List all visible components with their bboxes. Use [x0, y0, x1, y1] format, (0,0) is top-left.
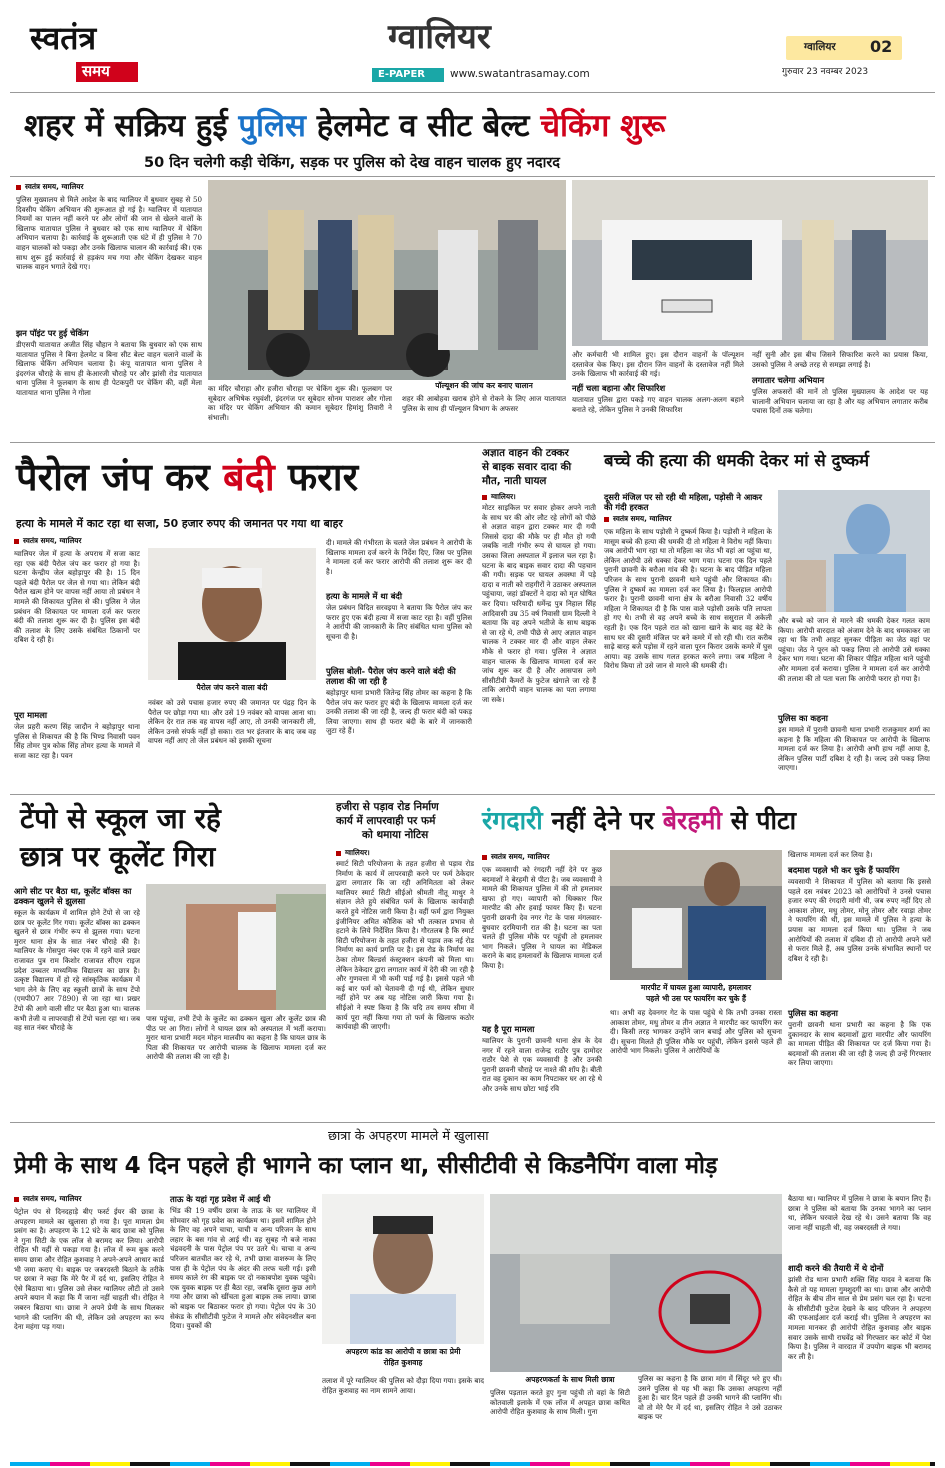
subhead-2: पुलिस बोली- पैरोल जंप करने वाले बंदी की तलाश की जा रही है: [326, 666, 456, 686]
subhead: पुलिस का कहना: [778, 713, 828, 723]
body-text: नवंबर को उसे पचास हजार रुपए की जमानत पर पंद्रह दिन के पैरोल पर छोड़ा गया था। और उसे 19 नवंबर को वापस आना था। लेकिन देर रात तक वह वापस नहीं आए, तो उनकी जानकारी ली, लेकिन उनसे संपर्क नहीं हो सका। रात भर इंतजार के बाद जब वह वापस नहीं आए तो जेल प्रबंधन को इसकी सूचना: [148, 698, 316, 746]
epaper-bar: [372, 68, 612, 82]
section-rule-3: [10, 1122, 935, 1123]
headline-part-3: बेरहमी: [662, 806, 722, 835]
body-text: पुलिस पड़ताल करते हुए गुना पहुंची तो वहां के सिटी कोतवाली इलाके में एक लॉज में अपहृत छात्रा कथित आरोपी रोहित कुशवाह के साथ मिली। गुना: [490, 1388, 630, 1417]
cctv-caption: अपहरणकर्ता के साथ मिली छात्रा: [490, 1374, 650, 1385]
column-3: [326, 538, 472, 788]
byline: स्वतंत्र समय, ग्वालियर: [482, 852, 602, 862]
subhead: आगे सीट पर बैठा था, कूलेंट बॉक्स का ढक्कन खुलने से झुलसा: [14, 886, 132, 906]
logo-bottom: समय: [82, 62, 110, 80]
column-3: [322, 1376, 484, 1460]
body-text: दी। मामले की गंभीरता के चलते जेल प्रबंधन ने आरोपी के खिलाफ मामला दर्ज करने के निर्देश दिए, जिस पर पुलिस ने मामला दर्ज कर फरार आरोपी की तलाश शुरू कर दी है।: [326, 538, 472, 576]
photo-caption-line-1: अपहरण कांड का आरोपी व छात्रा का प्रेमी: [322, 1346, 484, 1357]
body-text: एक महिला के साथ पड़ोसी ने दुष्कर्म किया है। पड़ोसी ने महिला के मासूम बच्चे की हत्या की धमकी दी तो महिला ने विरोध नहीं किया। जब आरोपी भाग रहा था तो महिला का जेठ भी वहां आ पहुंचा था, लेकिन आरोपी उसे धक्का देकर भाग गया। घटना एक दिन पहले पुरानी छावनी के बरौआ गांव की है। घटना के बाद पीड़ित महिला परिजन के साथ पुरानी छावनी थाने पहुंची और शिकायत की। पुलिस ने दुष्कर्म का मामला दर्ज कर लिया है। फिलहाल आरोपी फरार है। पुरानी छावनी थाना क्षेत्र के बरौआ निवासी 32 वर्षीय महिला ने शिकायत दी है कि पास वाले पड़ोसी उसके पति लापता हो गए थे। तभी से वह अपने बच्चे के साथ ससुराल में अकेली रहती है। एक दिन पहले रात को खाना खाने के बाद वह बेटे के साथ घर की दूसरी मंजिल पर बने कमरे में सो रही थी। रात करीब साढ़े बारह बजे पड़ोस में रहने वाला पूरन किरार उसके कमरे में घुस आया। वह उसके साथ गलत हरकत करने लगा। जब महिला ने विरोध किया तो उसे जान से मारने की धमकी दी।: [604, 527, 772, 671]
masthead-rule: [10, 92, 935, 93]
column-5: [638, 1374, 782, 1460]
photo-caption-line-1: मारपीट में घायल हुआ व्यापारी, हमलावर: [610, 982, 782, 993]
photo-injured-trader: [610, 850, 782, 980]
photo-caption-line-2: रोहित कुशवाह: [322, 1357, 484, 1368]
headline: [24, 110, 665, 143]
headline-line-2: से बाइक सवार दादा की: [482, 461, 572, 473]
deck: दूसरी मंजिल पर सो रही थी महिला, पड़ोसी ने आकर की गंदी हरकत: [604, 492, 763, 512]
logo: [26, 18, 166, 82]
body-text: पेट्रोल पंप से दिनदहाड़े बीए फर्स्ट ईयर की छात्रा के अपहरण मामले का खुलासा हो गया है। पूरा मामला प्रेम प्रसंग का है। अपहरण के 12 घंटे के बाद छात्रा को पुलिस ने गुना सिटी के एक लॉज से बरामद कर लिया। आरोपी रोहित भी यहीं से पकड़ा गया है। लॉज में रूम बुक करने समय छात्रा और रोहित कुशवाह ने अपने-अपने आधार कार्ड भी जमा कराए थे। बाइक पर जबरदस्ती बिठाने के तरीके पर छात्रा ने कहा कि मेरे पैर में दर्द था, इसलिए रोहित ने ऐसे बिठाया था। पुलिस उसे लेकर ग्वालियर लौटी तो उसने अपने बयान में कहा कि मैं जाना नहीं चाहती थी। रोहित ने जबरन बिठाया था। छात्रा ने अपने प्रेमी के साथ मिलकर भागने की प्लानिंग की थी, लेकिन उसे अपहरण का रूप देना महंगा पड़ गया।: [14, 1207, 164, 1332]
column-2: [146, 1014, 326, 1116]
body-text: ग्वालियर जेल में हत्या के अपराध में सजा काट रहा एक बंदी पैरोल जंप कर फरार हो गया है। घटना केन्द्रीय जेल बहोड़ापुर की है। 15 दिन पहले बंदी पैरोल पर जेल से गया था। लेकिन बंदी पैरोल खत्म होने पर वापस नहीं आया तो प्रबंधन ने मामले की शिकायत पुलिस से की। पुलिस ने जेल प्रबंधन की शिकायत पर मामला दर्ज कर फरार बंदी की तलाश शुरू कर दी है। पुलिस इस बंदी की तलाश के लिए उसके संबंधित ठिकानों पर दबिश दे रही है।: [14, 549, 140, 645]
edition-city: ग्वालियर: [804, 41, 836, 53]
city-title: ग्वालियर: [388, 17, 491, 57]
deck-rule: [10, 176, 935, 177]
photo-police-checking-bike: [208, 180, 566, 380]
photo-caption-line-2: पहले भी उस पर फायरिंग कर चुके हैं: [610, 993, 782, 1004]
headline-part-3: फरार: [274, 455, 359, 499]
body-text-2: झांसी रोड थाना प्रभारी शक्ति सिंह यादव ने बताया कि कैसे तो यह मामला गुमशुदगी का था। छात्रा और आरोपी रोहित के बीच तीन साल से प्रेम प्रसंग चल रहा है। घटना के सीसीटीवी फुटेज देखने के बाद परिजन ने अपहरण की एफआईआर दर्ज कराई थी। पुलिस ने अपहरण का मामला मानकर ही आरोपी रोहित कुशवाह और बाइक सवार उसके साथी राघवेंद्र को गिरफ्तार कर कोर्ट में पेश किया है। पुलिस ने वारदात में उपयोग बाइक भी बरामद कर ली है।: [788, 1275, 931, 1361]
story-helmet-checking: [10, 96, 935, 440]
photo-car-checking: [572, 180, 928, 346]
subhead: ताऊ के यहां गृह प्रवेश में आई थी: [170, 1194, 271, 1204]
byline: ग्वालियर।: [336, 848, 474, 858]
byline: ग्वालियर।: [482, 492, 596, 502]
headline-line-1: हजीरा से पड़ाव रोड निर्माण: [336, 801, 439, 813]
column-1: [14, 1194, 164, 1460]
subhead: नहीं चला बहाना और सिफारिश: [572, 383, 666, 393]
page-number: 02: [870, 37, 893, 56]
headline-line-3: मौत, नाती घायल: [482, 475, 547, 487]
body-text-2: यातायात पुलिस द्वारा पकड़े गए वाहन चालक अलग-अलग बहाने बनाते रहे, लेकिन पुलिस ने उनकी सिफारिश: [572, 395, 744, 414]
headline-line-1: टेंपो से स्कूल जा रहे: [20, 802, 221, 835]
column-2: [208, 384, 392, 436]
body-text: का मंदिर चौराहा और हजीरा चौराहा पर चेकिंग शुरू की। फूलबाग पर सूबेदार अभिषेक रघुवंशी, इंदरगंज पर सूबेदार सोनम पाराशर और गोला का मंदिर पर चेकिंग अभियान की कमान सूबेदार हिमांशु तिवारी ने संभाली।: [208, 384, 392, 422]
section-rule-1: [10, 442, 935, 443]
kicker: छात्रा के अपहरण मामले में खुलासा: [328, 1129, 489, 1144]
story-kidnapping-twist: [10, 1124, 935, 1462]
deck: 50 दिन चलेगी कड़ी चेकिंग, सड़क पर पुलिस को देख वाहन चालक हुए नदारद: [144, 155, 560, 171]
photo-trader-image: [610, 850, 782, 980]
body-text-3: बहोड़ापुर थाना प्रभारी जितेन्द्र सिंह तोमर का कहना है कि पैरोल जंप कर फरार हुए बंदी के खिलाफ मामला दर्ज कर उनकी तलाश की जा रही है, जल्द ही फरार बंदी को पकड़ लिया जाएगा। साथ ही फरार बंदी के बारे में जानकारी जुटा रहे हैं।: [326, 688, 472, 736]
byline: स्वतंत्र समय, ग्वालियर: [14, 1194, 164, 1204]
body-text: स्कूल के कार्यक्रम में शामिल होने टेंपो से जा रहे छात्र पर कूलेंट गिर गया। कूलेंट बॉक्स का ढक्कन खुलने से छात्र गंभीर रूप से झुलस गया। घटना मुरार थाना क्षेत्र के सात नंबर चौराहे की है। ग्वालियर के गोसपुरा नंबर एक में रहने वाले प्रखर राजावत पुत्र राम किशोर राजावत सीएम राइज प्रदेश उच्चतर माध्यमिक विद्यालय का छात्र है। उत्कृष्ट विद्यालय में हो रहे सांस्कृतिक कार्यक्रम में भाग लेने के लिए वह स्कूली छात्रों के साथ टेंपो (एमपी07 आर 7890) से जा रहा था। प्रखर टेंपो की आगे वाली सीट पर बैठा हुआ था। चालक कभी तेजी व लापरवाही से टेंपो चला रहा था। जब वह सात नंबर चौराहे के: [14, 908, 140, 1033]
story-parole-jump: [10, 446, 476, 792]
body-text: पास पहुंचा, तभी टेंपो के कूलेंट का ढक्कन खुला और कूलेंट छात्र की पीठ पर आ गिरा। लोगों ने घायल छात्र को अस्पताल में भर्ती कराया। मुरार थाना प्रभारी मदन मोहन मालवीय का कहना है कि घायल छात्र के पिता की शिकायत पर आरोपी चालक के खिलाफ मामला दर्ज कर आरोपी की तलाश की जा रही है।: [146, 1014, 326, 1062]
epaper-label: E-PAPER: [378, 69, 425, 80]
headline-part-2: पुलिस: [238, 108, 307, 144]
body-text-2: व्यवसायी ने शिकायत में पुलिस को बताया कि इससे पहले दस नवंबर 2023 को आरोपियों ने उनसे पचास हजार रुपए की रंगदारी मांगी थी, जब रुपए नहीं दिए तो आकाश तोमर, मधु तोमर, मोनू तोमर और रवाड़ा तोमर ने फायरिंग की थी, इस मामले में पुलिस ने हत्या के प्रयास का मामला दर्ज किया था। पुलिस ने जब आरोपियों की तलाश में दबिश दी तो आरोपी अपने घरों से फरार मिले हैं, अब पुलिस उनके संभावित स्थानों पर दबिश दे रही है।: [788, 877, 931, 963]
photo-victim-image: [778, 490, 930, 612]
body-text: स्मार्ट सिटी परियोजना के तहत हजीरा से पड़ाव रोड निर्माण के कार्य में लापरवाही करने पर फर्म ठेकेदार द्वारा लगातार कि जा रही अनिमितता को लेकर ग्वालियर स्मार्ट सिटी सीईओ श्रीमती नीतू माथुर ने संज्ञान लेते हुये संबंधित फर्म के खिलाफ कार्यवाही करते हुये नोटिस जारी किया है। वहीं फर्म द्वारा नियुक्त इंजीनियर अमित कौशिक को भी तत्काल प्रभाव से हटाने के लिये निर्देशित किया है। गौरतलब है कि स्मार्ट सिटी परियोजना के तहत हजीरा से पड़ाव तक नई रोड निर्माण का कार्य प्रगति पर है। इस रोड के निर्माण का ठेका तोमर बिल्डर्स कंस्ट्रक्शन कंपनी को मिला था। लेकिन ठेकेदार द्वारा लगातार कार्य में देरी की जा रही है और गुणवत्ता में भी कमी पाई गई है। इससे पहले भी कई बार फर्म को चेतावनी दी गई थी, लेकिन सुधार नहीं होने पर अब यह नोटिस जारी किया गया है। सीईओ ने स्पष्ट किया है कि यदि तय समय सीमा में कार्य पूरा नहीं किया गया तो फर्म के खिलाफ कठोर कार्यवाही की जाएगी।: [336, 859, 474, 1032]
headline-part-4: चेकिंग शुरू: [540, 108, 666, 144]
logo-top: स्वतंत्र: [30, 19, 97, 57]
column-2: [778, 616, 930, 788]
photo-car-image: [572, 180, 928, 346]
body-text: भिंड की 19 वर्षीय छात्रा के ताऊ के घर ग्वालियर में सोमवार को गृह प्रवेश का कार्यक्रम था। इसमें शामिल होने के लिए वह अपने चाचा, चाची व अन्य परिजन के साथ लहार के बस गांव से आई थी। वह सुबह नौ बजे नाका चंद्रवदनी के पास पेट्रोल पंप पर उतरे थे। चाचा व अन्य परिजन बातचीत कर रहे थे, तभी छात्रा वाशरूम के लिए पास ही के पेट्रोल पंप के अंदर की तरफ चली गई। इसी समय काले रंग की बाइक पर दो नकाबपोश युवक पहुंचे। एक युवक बाइक पर ही बैठा रहा, जबकि दूसरा कुछ आगे गया और छात्रा को खींचता हुआ बाइक तक लाया। छात्रा को बाइक पर बिठाकर फरार हो गया। पेट्रोल पंप के 30 सेकंड के सीसीटीवी फुटेज ने मामले और संवेदनशील बना दिया। युवकों की: [170, 1206, 316, 1331]
column-4: [490, 1388, 630, 1460]
story-extortion-beating: [478, 798, 935, 1120]
photo-prisoner: [148, 548, 316, 680]
headline-part-1: पैरोल जंप कर: [16, 455, 223, 499]
story-road-accident: [478, 446, 598, 788]
photo-victim-blurred: [778, 490, 930, 612]
column-1: [604, 492, 772, 788]
body-text-2: पुलिस अफसरों की मानें तो पुलिस मुख्यालय के आदेश पर यह चालानी अभियान चलाया जा रहा है और यह अभियान लगातार करीब पचास दिनों तक चलेगा।: [752, 387, 928, 416]
headline-part-2: नहीं देने पर: [542, 806, 663, 835]
subhead: लगातार चलेगा अभियान: [752, 375, 825, 385]
page-tag: [786, 36, 902, 60]
column-2: [610, 1008, 782, 1118]
column-3: [788, 850, 931, 1118]
photo-accused-image: [322, 1194, 484, 1344]
headline-part-4: से पीटा: [721, 806, 797, 835]
registration-strip: [10, 1462, 935, 1466]
photo-caption: पैरोल जंप करने वाला बंदी: [148, 682, 316, 693]
headline: बच्चे की हत्या की धमकी देकर मां से दुष्कर्म: [604, 450, 870, 470]
headline-part-1: शहर में सक्रिय हुई: [24, 108, 239, 144]
column-1: [14, 536, 140, 788]
headline: [482, 808, 796, 834]
photo-police-bike-image: [208, 180, 566, 380]
column-3: [402, 394, 566, 436]
subhead: शादी करने की तैयारी में थे दोनों: [788, 1263, 884, 1273]
deck: हत्या के मामले में काट रहा था सजा, 50 हजार रुपए की जमानत पर गया था बाहर: [16, 517, 343, 530]
body-text: पुलिस का कहना है कि छात्रा मांग में सिंदूर भरे हुए थी। उसने पुलिस से यह भी कहा कि उसका अपहरण नहीं हुआ है। चार दिन पहले ही उनकी भागने की प्लानिंग थी। वो तो मेरे पैर में दर्द था, इसलिए रोहित ने उसे उठाकर बाइक पर: [638, 1374, 782, 1422]
subhead-2: पुलिस का कहना: [788, 1008, 838, 1018]
story-assault-threat: [600, 446, 935, 792]
body-text: और बच्चे को जान से मारने की धमकी देकर गलत काम किया। आरोपी वारदात को अंजाम देने के बाद धमकाकर जा रहा था कि तभी आहट सुनकर पीड़िता का जेठ वहां पर पहुंचा। जेठ ने पूरन को पकड़ लिया तो आरोपी उसे धक्का देकर भाग गया। घटना की शिकार पीड़ित महिला थाने पहुंची और मामला दर्ज कराया। पुलिस ने मामला दर्ज कर आरोपी की तलाश की तो पता चला कि आरोपी फरार हो गया है।: [778, 616, 930, 683]
photo-student-image: [146, 884, 326, 1010]
subhead: पूरा मामला: [14, 710, 47, 720]
headline-line-2: कार्य में लापरवाही पर फर्म: [336, 815, 436, 827]
column-1: [482, 852, 602, 1118]
body-text-2: जेल प्रहरी करण सिंह जादौन ने बहोड़ापुर थाना पुलिस से शिकायत की है कि भिण्ड निवासी पवन सिंह तोमर पुत्र कोक सिंह तोमर हत्या के मामले में सजा काट रहा है। पवन: [14, 722, 140, 760]
story-road-notice: [334, 798, 476, 1118]
issue-date: गुरुवार 23 नवम्बर 2023: [782, 67, 869, 77]
column-1: [14, 886, 140, 1116]
body-text: खिलाफ मामला दर्ज कर लिया है।: [788, 850, 873, 859]
body-text: था। अभी वह देवनगर गेट के पास पहुंचे थे कि तभी उनका रास्ता आकाश तोमर, मधु तोमर व तीन अज्ञात ने मारपीट कर फायरिंग कर दी। किसी तरह भागकर उन्होंने जान बचाई और पुलिस को सूचना दी। सूचना मिलते ही पुलिस मौके पर पहुंची, लेकिन इससे पहले ही आरोपी भाग निकले। पुलिस ने आरोपियों के: [610, 1008, 782, 1056]
body-text-3: पुरानी छावनी थाना प्रभारी का कहना है कि एक दुकानदार के साथ बदमाशों द्वारा मारपीट और फायरिंग का मामला पीड़ित की शिकायत पर दर्ज किया गया है। बदमाशों की तलाश की जा रही है जल्द ही उन्हें गिरफ्तार कर लिया जाएगा।: [788, 1020, 931, 1068]
photo-accused: [322, 1194, 484, 1344]
body-text: मोटर साइकिल पर सवार होकर अपने नाती के साथ घर की ओर लौट रहे लोगों को पीछे से अज्ञात वाहन द्वारा टक्कर मार दी गयी जिससे दादा की मौके पर ही मौत हो गयी जबकि नाती गंभीर रूप से घायल हो गया। उसका जिला अस्पताल में इलाज चल रहा है। घटना के बाद बाइक सवार दादा की पहचान की गयी। सड़क पर घायल अवस्था में पड़े दादा व नाती को राहगीरों ने उठाकर अस्पताल पहुंचाया, जहां डॉक्टरों ने दादा को मृत घोषित कर दिया। फरियादी धर्मेन्द्र पुत्र निहाल सिंह आदिवासी उम्र 35 वर्ष निवासी ग्राम दिल्ली ने बताया कि वह अपने भतीजे के साथ बाइक से जा रहे थे, तभी पीछे से आए अज्ञात वाहन चालक ने टक्कर मार दी और वाहन लेकर मौके से फरार हो गया। पुलिस ने अज्ञात वाहन चालक के खिलाफ मामला दर्ज कर जांच शुरू कर दी है और आसपास लगे सीसीटीवी कैमरों के फुटेज खंगाले जा रहे हैं ताकि आरोपी वाहन चालक का पता लगाया जा सके।: [482, 503, 596, 704]
body-text-2: ग्वालियर के पुरानी छावनी थाना क्षेत्र के देव नगर में रहने वाला राजेन्द्र राठौर पुत्र दामोदर राठौर पेशे से एक व्यवसायी है और उनकी पुरानी छावनी चौराहे पर नाश्ते की शॉप है। बीती रात वह दुकान का काम निपटाकर घर आ रहे थे और उनके साथ छोटा भाई रवि: [482, 1036, 602, 1093]
website-link[interactable]: www.swatantrasamay.com: [450, 68, 590, 80]
column: [336, 848, 474, 1116]
column-4: [572, 350, 744, 436]
byline: स्वतंत्र समय, ग्वालियर: [604, 514, 772, 524]
column-2: [170, 1194, 316, 1460]
photo-cctv-image: [490, 1194, 782, 1372]
photo-burned-student: [146, 884, 326, 1010]
subhead: झन पॉइंट पर हुई चेकिंग: [16, 328, 89, 338]
body-text-2: डीएसपी यातायात अजीत सिंह चौहान ने बताया कि बुधवार को एक साथ यातायात पुलिस ने बिना हेलमेट व बिना सीट बेल्ट वाहन चलाने वालों के खिलाफ चेकिंग अभियान चलाया है। कंपू यातायात थाना पुलिस ने इंदरगंज चौराहे के साथ ही केआरजी चौराहे पर और झांसी रोड यातायात थाना पुलिस ने फूलबाग के साथ ही पेटकपुरी पर चेकिंग की, वहीं मेला यातायात थाना पुलिस ने गोला: [16, 340, 202, 397]
body-text: और कर्मचारी भी शामिल हुए। इस दौरान वाहनों के पॉल्यूशन दस्तावेज चेक किए। इस दौरान जिन वाहनों के दस्तावेज नहीं मिले उनके खिलाफ भी कार्रवाई की गई।: [572, 350, 744, 379]
headline-part-1: रंगदारी: [482, 806, 543, 835]
subhead: बदमाश पहले भी कर चुके हैं फायरिंग: [788, 865, 900, 875]
body-text: तलाश में पूरे ग्वालियर की पुलिस को दौड़ा दिया गया। इसके बाद रोहित कुशवाह का नाम सामने आया।: [322, 1376, 484, 1395]
headline: प्रेमी के साथ 4 दिन पहले ही भागने का प्लान था, सीसीटीवी से किडनैपिंग वाला मोड़: [14, 1153, 718, 1179]
body-text: शहर की आबोहवा खराब होने से रोकने के लिए आज यातायात पुलिस के साथ ही पॉल्यूशन विभाग के अफसर: [402, 394, 566, 413]
headline-part-3: हेलमेट व सीट बेल्ट: [306, 108, 541, 144]
photo-cctv-still: [490, 1194, 782, 1372]
photo-caption: पॉल्यूशन की जांच कर बनाए चालान: [402, 380, 566, 391]
body-text-2: जेल प्रबंधन विदित सरवइया ने बताया कि पैरोल जंप कर फरार हुए एक बंदी हत्या में सजा काट रहा है। वहीं पुलिस ने आरोपी की जानकारी के लिए संबंधित थाना पुलिस को सूचना दी है।: [326, 603, 472, 641]
byline: स्वतंत्र समय, ग्वालियर: [14, 536, 140, 546]
story-coolant-student: [10, 798, 330, 1118]
subhead: यह है पूरा मामला: [482, 1024, 535, 1034]
body-text: पुलिस मुख्यालय से मिले आदेश के बाद ग्वालियर में बुधवार सुबह से 50 दिवसीय चेकिंग अभियान की शुरूआत हो गई है। ग्वालियर में यातायात नियमों का पालन नहीं करने पर और लोगों की जान से खेलने वालों के खिलाफ यातायात पुलिस ने बुधवार को एक साथ ग्वालियर में चेकिंग अभियान चलाया है। कार्रवाई के शुरूआती एक घंटे में ही पुलिस ने 70 वाहन चालकों को पकड़ा और उनके खिलाफ चालान की कार्रवाई की। एक साथ शुरू हुई कार्रवाई से हड़कंप मच गया और चेकिंग देखकर वाहन चालक वाहन भगाते देखे गए।: [16, 195, 202, 272]
column-2-bottom: [148, 698, 316, 788]
body-text: एक व्यवसायी को रंगदारी नहीं देने पर कुछ बदमाशों ने बेरहमी से पीटा है। जब व्यवसायी ने मामले की शिकायत पुलिस में की तो हमलावर खफा हो गए। व्यापारी को धिक्कार फिर मारपीट की और हवाई फायर किए हैं। घटना पुरानी छावनी देव नगर गेट के पास मंगलवार-बुधवार दरमियानी रात की है। घटना का पता चलते ही पुलिस मौके पर पहुंची तो हमलावर भाग निकले। पुलिस ने घायल का मेडिकल कराने के बाद हमलावरों के खिलाफ मामला दर्ज किया है।: [482, 865, 602, 970]
column-5: [752, 350, 928, 436]
body-text-2: इस मामले में पुरानी छावनी थाना प्रभारी राजकुमार शर्मा का कहना है कि महिला की शिकायत पर आरोपी के खिलाफ मामला दर्ज कर लिया है। आरोपी अभी हाथ नहीं आया है, लेकिन पुलिस पार्टी दबिश दे रही है। जल्द उसे पकड़ लिया जाएगा।: [778, 725, 930, 773]
headline-line-3: को थमाया नोटिस: [362, 829, 429, 841]
subhead: हत्या के मामले में था बंदी: [326, 591, 402, 601]
body-text: नहीं सुनी और इस बीच जिसने सिफारिश करने का प्रयास किया, उसको पुलिस ने अच्छे तरह से समझा लगाई है।: [752, 350, 928, 369]
column: [482, 492, 596, 786]
masthead: [0, 0, 945, 94]
photo-prisoner-image: [148, 548, 316, 680]
byline: स्वतंत्र समय, ग्वालियर: [16, 182, 202, 192]
section-rule-2: [10, 794, 935, 795]
body-text: बैठाया था। ग्वालियर में पुलिस ने छात्रा के बयान लिए हैं। छात्रा ने पुलिस को बताया कि उनका भागने का प्लान था, लेकिन घरवाले देख रहे थे। उसने बताया कि वह जाना नहीं चाहती थी, वह जबरदस्ती ले गया।: [788, 1194, 931, 1232]
column-6: [788, 1194, 931, 1460]
headline: [16, 455, 359, 499]
headline-line-1: अज्ञात वाहन की टक्कर: [482, 447, 569, 459]
headline-line-2: छात्र पर कूलेंट गिरा: [20, 840, 216, 873]
column-1: [16, 182, 202, 436]
headline-part-2: बंदी: [222, 455, 275, 499]
